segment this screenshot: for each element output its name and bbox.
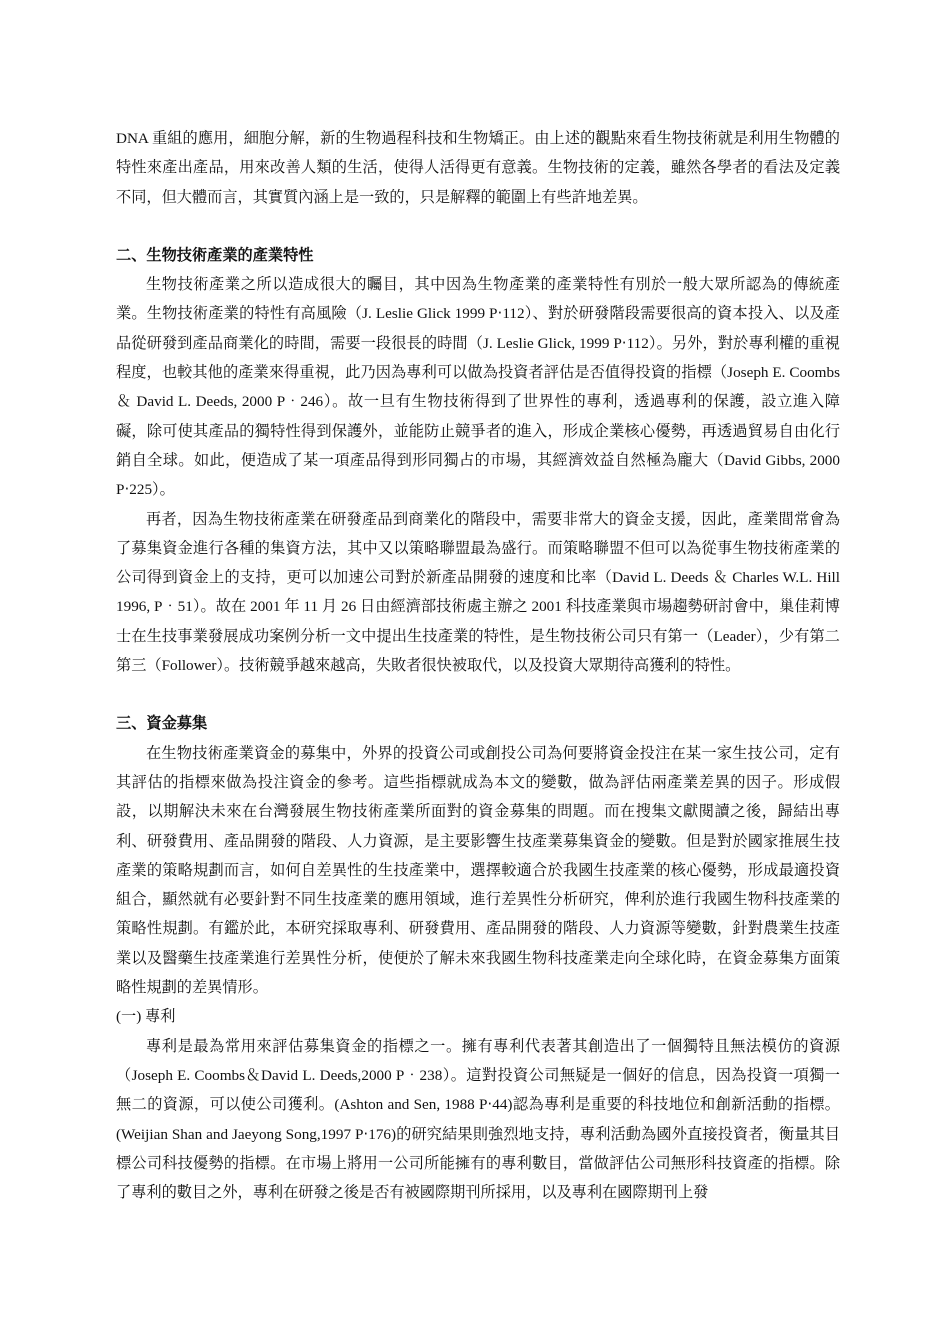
section-heading-fundraising: 三、資金募集 xyxy=(116,715,208,733)
paragraph-strategic-alliance: 再者，因為生物技術產業在研發產品到商業化的階段中，需要非常大的資金支援，因此，產業間常會為了募集資金進行各種的集資方法，其中又以策略聯盟最為盛行。而策略聯盟不但可以為從事生物技術產業的公司得到資金上的支持，更可以加速公司對於新產品開發的速度和比率（David L. Deeds ＆ Charles W.L. Hill 1996, P‧51）。故在 2001 年 11 月 26 日由經濟部技術處主辦之 2001 科技產業與市場趨勢研討會中，巢佳莉博士在生技事業發展成功案例分析一文中提出生技產業的特性，是生物技術公司只有第一（Leader），少有第二第三（Follower）。技術競爭越來越高，失敗者很快被取代，以及投資大眾期待高獲利的特性。 xyxy=(116,510,840,675)
section-heading-industry-characteristics: 二、生物技術產業的產業特性 xyxy=(116,246,314,264)
subsection-heading-patent: (一) 專利 xyxy=(116,1008,176,1026)
paragraph-fundraising: 在生物技術產業資金的募集中，外界的投資公司或創投公司為何要將資金投注在某一家生技公司，定有其評估的指標來做為投注資金的參考。這些指標就成為本文的變數，做為評估兩產業差異的因子。形成假設，以期解決未來在台灣發展生物技術產業所面對的資金募集的問題。而在搜集文獻閱讀之後，歸結出專利、研發費用、產品開發的階段、人力資源，是主要影響生技產業募集資金的變數。但是對於國家推展生技產業的策略規劃而言，如何自差異性的生技產業中，選擇較適合於我國生技產業的核心優勢，形成最適投資組合，顯然就有必要針對不同生技產業的應用領域，進行差異性分析研究，俾利於進行我國生物科技產業的策略性規劃。有鑑於此，本研究採取專利、研發費用、產品開發的階段、人力資源等變數，針對農業生技產業以及醫藥生技產業進行差異性分析，使便於了解未來我國生物科技產業走向全球化時，在資金募集方面策略性規劃的差異情形。 xyxy=(116,744,840,997)
paragraph-patent: 專利是最為常用來評估募集資金的指標之一。擁有專利代表著其創造出了一個獨特且無法模仿的資源（Joseph E. Coombs＆David L. Deeds,2000 P‧238）。這對投資公司無疑是一個好的信息，因為投資一項獨一無二的資源，可以使公司獲利。(Ashton and Sen, 1988 P‧44)認為專利是重要的科技地位和創新活動的指標。(Weijian Shan and Jaeyong Song,1997 P‧176)的研究結果則強烈地支持，專利活動為國外直接投資者，衡量其目標公司科技優勢的指標。在市場上將用一公司所能擁有的專利數目，當做評估公司無形科技資產的指標。除了專利的數目之外，專利在研發之後是否有被國際期刊所採用，以及專利在國際期刊上發 xyxy=(116,1037,840,1202)
paragraph-dna-intro: DNA 重組的應用，細胞分解，新的生物過程科技和生物矯正。由上述的觀點來看生物技術就是利用生物體的特性來產出產品，用來改善人類的生活，使得人活得更有意義。生物技術的定義，雖然各學者的看法及定義不同，但大體而言，其實質內涵上是一致的，只是解釋的範圍上有些許地差異。 xyxy=(116,130,840,206)
section-spacer xyxy=(116,212,840,241)
document-page xyxy=(116,124,840,1207)
paragraph-industry-characteristics: 生物技術產業之所以造成很大的矚目，其中因為生物產業的產業特性有別於一般大眾所認為的傳統產業。生物技術產業的特性有高風險（J. Leslie Glick 1999 P‧112）、對於研發階段需要很高的資本投入、以及產品從研發到產品商業化的時間，需要一段很長的時間（J. Leslie Glick, 1999 P‧112）。另外，對於專利權的重視程度，也較其他的產業來得重視，此乃因為專利可以做為投資者評估是否值得投資的指標（Joseph E. Coombs ＆ David L. Deeds, 2000 P‧246）。故一旦有生物技術得到了世界性的專利，透過專利的保護，設立進入障礙，除可使其產品的獨特性得到保護外，並能防止競爭者的進入，形成企業核心優勢，再透過貿易自由化行銷自全球。如此，便造成了某一項產品得到形同獨占的市場，其經濟效益自然極為龐大（David Gibbs, 2000 P‧225）。 xyxy=(116,276,840,499)
section-spacer xyxy=(116,680,840,709)
